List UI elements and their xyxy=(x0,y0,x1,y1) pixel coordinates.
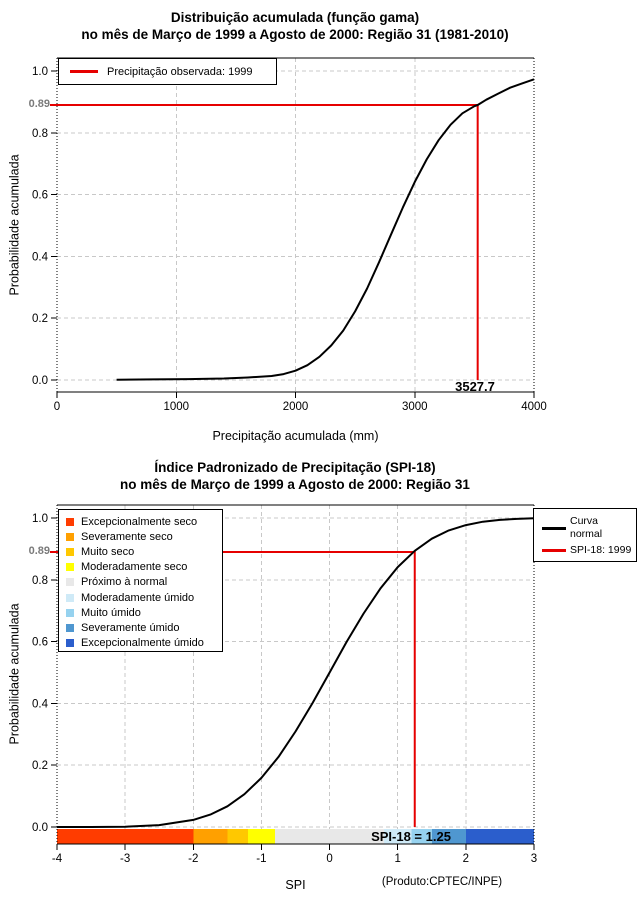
y-tick-label: 0.8 xyxy=(32,574,48,587)
y-tick-label: 0.0 xyxy=(32,822,48,834)
chart1-y-axis-label: Probabilidade acumulada xyxy=(7,154,22,296)
x-tick-label: 2 xyxy=(462,853,470,865)
x-tick-label: 4000 xyxy=(521,401,547,413)
category-label: Moderadamente úmido xyxy=(81,591,195,604)
category-color-swatch xyxy=(66,548,74,556)
chart1-legend xyxy=(58,58,277,85)
chart2-y-axis-label: Probabilidade acumulada xyxy=(7,603,22,745)
normal-curve-legend-label: Curva normal xyxy=(570,515,603,540)
x-tick-label: 3000 xyxy=(401,401,428,413)
y-tick-label: 0.0 xyxy=(32,375,48,387)
x-tick-label: 1 xyxy=(394,853,401,865)
x-tick-label: -4 xyxy=(51,853,63,865)
category-label: Moderadamente seco xyxy=(81,561,188,574)
spi-1999-line-swatch xyxy=(542,549,566,552)
y-tick-label: 1.0 xyxy=(32,66,48,78)
category-label: Severamente seco xyxy=(81,530,173,543)
legend-item xyxy=(59,560,222,575)
spi-category-bar-segment xyxy=(248,829,275,844)
x-tick-label: -1 xyxy=(256,853,267,865)
legend-item xyxy=(59,514,222,529)
product-credit: (Produto:CPTEC/INPE) xyxy=(381,876,503,888)
category-color-swatch xyxy=(66,624,74,632)
chart1-probability-marker-label: 0.89 xyxy=(28,98,50,110)
category-color-swatch xyxy=(66,639,74,647)
category-label: Muito úmido xyxy=(81,606,141,619)
category-color-swatch xyxy=(66,594,74,602)
chart2-probability-marker-label: 0.89 xyxy=(28,545,50,557)
chart2-title: Índice Padronizado de Precipitação (SPI-18) xyxy=(154,460,436,475)
chart1-legend-label: Precipitação observada: 1999 xyxy=(107,65,253,78)
x-tick-label: 3 xyxy=(530,853,538,865)
normal-curve-line-swatch xyxy=(542,527,566,530)
y-tick-label: 0.2 xyxy=(32,313,48,326)
precipitation-cdf-plot xyxy=(32,58,547,413)
category-color-swatch xyxy=(66,518,74,526)
chart1-title: Distribuição acumulada (função gama) xyxy=(170,10,420,25)
spi-category-bar-segment xyxy=(193,829,227,844)
x-tick-label: -3 xyxy=(120,853,131,865)
chart1-precipitation-value-label: 3527.7 xyxy=(455,379,495,394)
legend-item xyxy=(59,575,222,590)
chart1-subtitle: no mês de Março de 1999 a Agosto de 2000: Região 31 (1981-2010) xyxy=(81,27,509,42)
spi-category-bar-segment xyxy=(227,829,247,844)
legend-item xyxy=(59,605,222,620)
legend-item xyxy=(59,636,222,651)
category-color-swatch xyxy=(66,609,74,617)
spi-1999-legend-label: SPI-18: 1999 xyxy=(570,544,632,556)
x-tick-label: 0 xyxy=(326,853,333,865)
category-color-swatch xyxy=(66,563,74,571)
legend-item xyxy=(59,529,222,544)
y-tick-label: 0.4 xyxy=(32,251,48,264)
chart1-x-axis-label: Precipitação acumulada (mm) xyxy=(212,429,379,443)
category-label: Excepcionalmente úmido xyxy=(81,637,204,650)
chart2-series-legend xyxy=(533,508,637,562)
spi-category-bar-segment xyxy=(57,829,193,844)
chart2-spi-value-label: SPI-18 = 1.25 xyxy=(371,829,451,844)
x-tick-label: 0 xyxy=(53,401,61,413)
category-color-swatch xyxy=(66,578,74,586)
observed-precipitation-line-swatch xyxy=(70,70,98,73)
category-label: Muito seco xyxy=(81,545,135,558)
cumulative-distribution-curve xyxy=(117,79,534,379)
category-color-swatch xyxy=(66,533,74,541)
category-label: Severamente úmido xyxy=(81,621,180,634)
spi-category-legend xyxy=(58,509,223,652)
x-tick-label: -2 xyxy=(188,853,199,865)
y-tick-label: 1.0 xyxy=(32,513,48,525)
x-tick-label: 1000 xyxy=(163,401,190,413)
category-label: Excepcionalmente seco xyxy=(81,515,198,528)
legend-item xyxy=(59,544,222,559)
spi-category-bar-segment xyxy=(466,829,534,844)
observed-value-reference-line xyxy=(50,105,478,380)
y-tick-label: 0.4 xyxy=(32,698,48,711)
legend-item xyxy=(59,620,222,635)
chart2-x-axis-label: SPI xyxy=(285,878,306,892)
y-tick-label: 0.8 xyxy=(32,127,48,140)
chart2-subtitle: no mês de Março de 1999 a Agosto de 2000: Região 31 xyxy=(120,477,470,492)
y-tick-label: 0.6 xyxy=(32,189,48,202)
legend-item xyxy=(59,590,222,605)
y-tick-label: 0.2 xyxy=(32,760,48,773)
category-label: Próximo à normal xyxy=(81,576,168,589)
x-tick-label: 2000 xyxy=(282,401,309,413)
y-tick-label: 0.6 xyxy=(32,636,48,649)
